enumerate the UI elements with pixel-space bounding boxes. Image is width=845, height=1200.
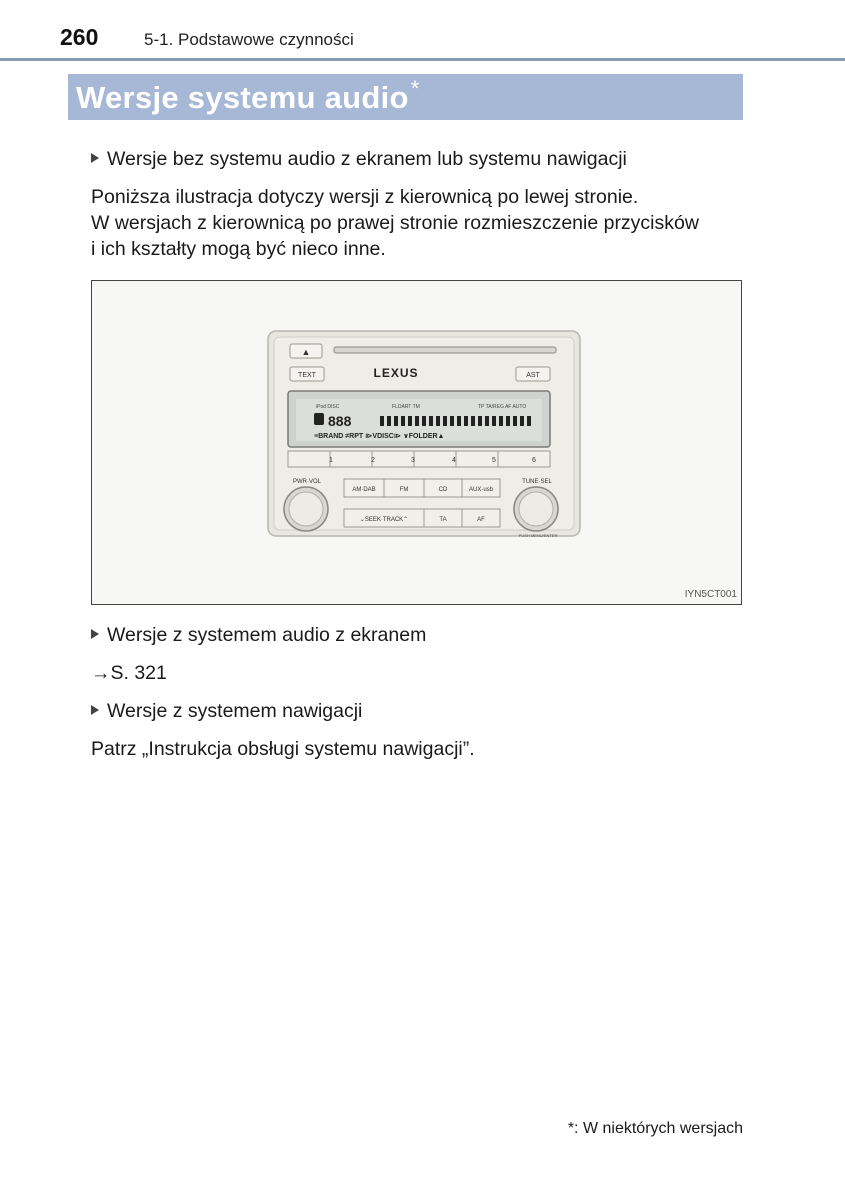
paragraph-line: W wersjach z kierownicą po prawej stronie rozmieszczenie przycisków [91, 212, 699, 234]
text-button-label: TEXT [298, 372, 316, 379]
button-label: ⌄SEEK·TRACK⌃ [359, 517, 409, 523]
preset-label: 5 [492, 457, 496, 464]
tune-sel-label: TUNE·SEL [522, 479, 552, 485]
button-label: AM·DAB [352, 487, 376, 493]
cd-slot [334, 347, 556, 353]
preset-button-4[interactable] [414, 451, 456, 467]
reference-paragraph: Patrz „Instrukcja obsługi systemu nawigacji”. [91, 738, 475, 760]
ast-button-label: AST [526, 372, 540, 379]
title-bar [68, 74, 743, 120]
preset-label: 3 [411, 457, 415, 464]
paragraph-line: Poniższa ilustracja dotyczy wersji z kierownicą po lewej stronie. [91, 186, 639, 208]
triangle-bullet-icon [91, 629, 99, 639]
display-icon [314, 413, 324, 425]
preset-label: 4 [452, 457, 456, 464]
footnote: *: W niektórych wersjach [567, 1120, 743, 1137]
preset-button-6[interactable] [498, 451, 550, 467]
eject-icon: ▲ [301, 347, 311, 357]
page-title: Wersje systemu audio* [76, 76, 420, 115]
triangle-bullet-icon [91, 153, 99, 163]
preset-label: 6 [532, 457, 536, 464]
triangle-bullet-icon [91, 705, 99, 715]
brand-logo: LEXUS [373, 366, 419, 380]
description-paragraph [91, 184, 699, 262]
display-status-row: ≡BRAND ≠RPT ⧐VDISC⧐ ∨FOLDER▲ [314, 433, 445, 440]
bullet-item [91, 700, 362, 723]
pwr-vol-label: PWR·VOL [292, 479, 322, 485]
preset-buttons [288, 451, 550, 467]
preset-button-3[interactable] [372, 451, 414, 467]
bullet-item [91, 624, 426, 647]
knob-caption: PUSH MENU/ENTER [518, 533, 558, 538]
asterisk-marker: * [410, 76, 420, 101]
bullet-text: Wersje bez systemu audio z ekranem lub systemu nawigacji [107, 148, 627, 170]
button-label: TA [439, 517, 447, 523]
button-label: AUX·usb [468, 487, 494, 493]
preset-label: 2 [371, 457, 375, 464]
page-header [60, 24, 845, 58]
paragraph-line: i ich kształty mogą być nieco inne. [91, 238, 386, 260]
audio-panel-illustration [92, 281, 741, 604]
figure-code: IYN5CT001 [684, 589, 737, 600]
section-label: 5-1. Podstawowe czynności [144, 30, 354, 49]
display-label: iPod DISC [316, 404, 340, 410]
bullet-item [91, 148, 627, 171]
audio-panel-figure [91, 280, 742, 605]
display-label: TP TA/REG AF AUTO [478, 404, 527, 410]
preset-button-1[interactable] [288, 451, 330, 467]
preset-button-2[interactable] [330, 451, 372, 467]
button-label: AF [477, 517, 485, 523]
display-frequency: 888 [328, 413, 352, 429]
display-label: FLDART TM [392, 404, 420, 410]
bullet-text: Wersje z systemem audio z ekranem [107, 624, 427, 646]
page-reference[interactable]: →S. 321 [91, 662, 167, 684]
button-label: FM [399, 487, 409, 493]
bullet-text: Wersje z systemem nawigacji [107, 700, 363, 722]
page-number: 260 [60, 24, 99, 50]
header-divider [0, 58, 845, 61]
button-label: CD [438, 487, 448, 493]
preset-label: 1 [329, 457, 333, 464]
